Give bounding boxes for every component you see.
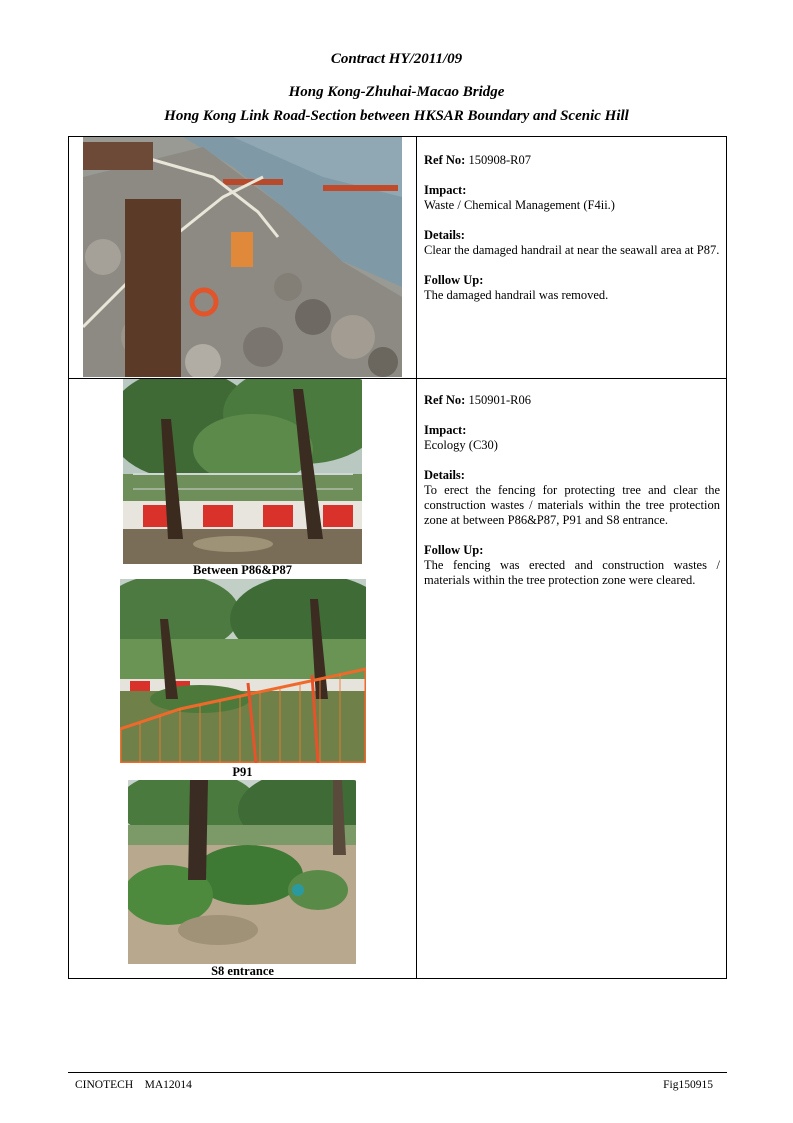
details-value: To erect the fencing for protecting tree and clear the construction wastes / materials within the tree protection zone at between P86&P87, P91 and S8 entrance. (424, 483, 720, 527)
section-title: Hong Kong Link Road-Section between HKSAR Boundary and Scenic Hill (164, 108, 629, 124)
caption-s8-entrance: S8 entrance (211, 964, 274, 978)
column-divider (416, 137, 417, 978)
impact-label: Impact: (424, 423, 467, 437)
tree-protection-photo-s8-entrance (128, 780, 356, 964)
footer-company-ref: CINOTECH MA12014 (75, 1079, 192, 1091)
followup-value: The damaged handrail was removed. (424, 288, 609, 302)
footer-figure-ref: Fig150915 (663, 1079, 713, 1091)
ref-label: Ref No: (424, 153, 466, 167)
impact-value: Ecology (C30) (424, 438, 498, 452)
project-title: Hong Kong-Zhuhai-Macao Bridge (288, 84, 505, 100)
seawall-photo (83, 137, 402, 377)
contract-title: Contract HY/2011/09 (330, 51, 463, 67)
footer-rule (68, 1072, 727, 1073)
followup-value: The fencing was erected and construction wastes / materials within the tree protection zone were cleared. (424, 558, 720, 587)
ref-label: Ref No: (424, 393, 466, 407)
ref-value: 150901-R06 (468, 393, 531, 407)
tree-protection-photo-p91 (120, 579, 366, 763)
followup-label: Follow Up: (424, 543, 484, 557)
impact-value: Waste / Chemical Management (F4ii.) (424, 198, 615, 212)
impact-label: Impact: (424, 183, 467, 197)
record-table (68, 136, 727, 979)
record-2-text (424, 393, 720, 603)
details-label: Details: (424, 228, 465, 242)
ref-value: 150908-R07 (468, 153, 531, 167)
details-label: Details: (424, 468, 465, 482)
caption-between-p86-p87: Between P86&P87 (193, 563, 292, 577)
details-value: Clear the damaged handrail at near the seawall area at P87. (424, 243, 720, 257)
record-1-text (424, 153, 720, 318)
followup-label: Follow Up: (424, 273, 484, 287)
caption-p91: P91 (232, 765, 253, 779)
tree-protection-photo-p86-p87 (123, 379, 362, 564)
